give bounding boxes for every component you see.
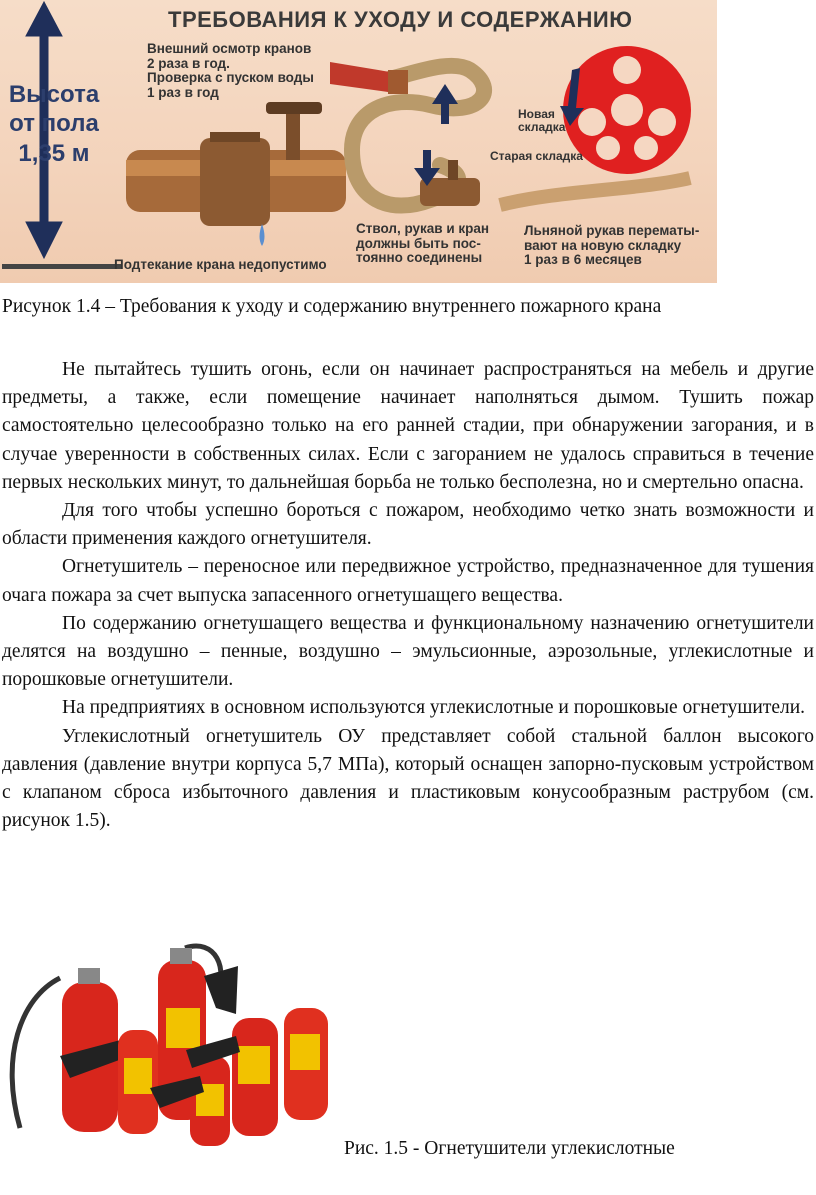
height-label-value: 1,35 м xyxy=(18,139,90,167)
connection-line: тоянно соединены xyxy=(356,250,483,266)
inspection-line: 1 раз в год xyxy=(147,84,219,100)
paragraph: Для того чтобы успешно бороться с пожаром, необходимо четко знать возможности и области применения каждого огнетушителя. xyxy=(2,500,814,550)
new-fold-line: Новая xyxy=(518,107,555,121)
inspection-line: Внешний осмотр кранов xyxy=(147,41,312,56)
linen-line: Льняной рукав перематы- xyxy=(524,223,700,238)
linen-line: 1 раз в 6 месяцев xyxy=(524,252,642,268)
extinguishers-illustration xyxy=(0,938,340,1150)
new-fold-line: складка xyxy=(518,119,566,134)
paragraph: Огнетушитель – переносное или передвижное устройство, предназначенное для тушения очага пожара за счет выпуска запасенного огнетушащего вещества. xyxy=(2,556,814,606)
paragraph: Не пытайтесь тушить огонь, если он начинает распространяться на мебель и другие предметы, а также, если помещение начинает наполняться дымом. Тушить пожар самостоятельно целесообразно только на его ранней стадии, при обнаружении загорания, и в случае уверенности в собственных силах. Если с загоранием не удалось справиться в течение первых нескольких минут, то дальнейшая борьба не только бесполезна, но и смертельно опасна. xyxy=(2,359,814,493)
inspection-line: Проверка с пуском воды xyxy=(147,70,314,86)
body-text xyxy=(2,356,814,835)
height-label-line: Высота xyxy=(8,81,100,108)
hydrant-valve-icon xyxy=(126,102,346,246)
connection-line: должны быть пос- xyxy=(356,235,481,251)
paragraph: На предприятиях в основном используются углекислотные и порошковые огнетушители. xyxy=(62,697,806,719)
extinguishers-photo xyxy=(0,938,340,1150)
arrow-up-icon xyxy=(432,84,458,124)
inspection-line: 2 раза в год. xyxy=(147,55,230,71)
height-label xyxy=(6,80,102,168)
inspection-note xyxy=(147,42,367,100)
linen-line: вают на новую складку xyxy=(524,237,682,253)
poster-title: ТРЕБОВАНИЯ К УХОДУ И СОДЕРЖАНИЮ xyxy=(168,7,633,32)
paragraph: По содержанию огнетушащего вещества и функциональному назначению огнетушители делятся на воздушно – пенные, воздушно – эмульсионные, аэрозольные, углекислотные и порошковые огнетушители. xyxy=(2,612,814,691)
figure-caption: Рис. 1.5 - Огнетушители углекислотные xyxy=(344,1138,675,1159)
height-label-line: от пола xyxy=(9,110,99,138)
connection-note xyxy=(356,222,516,266)
fire-hydrant-care-poster xyxy=(0,0,717,283)
old-fold-label: Старая складка xyxy=(490,149,583,163)
connection-line: Ствол, рукав и кран xyxy=(356,221,490,236)
paragraph: Углекислотный огнетушитель ОУ представляет собой стальной баллон высокого давления (давление внутри корпуса 5,7 МПа), который оснащен запорно-пусковым устройством с клапаном сброса избыточного давления и пластиковым конусообразным раструбом (см. рисунок 1.5). xyxy=(2,725,814,832)
extinguisher-icon xyxy=(118,1030,158,1134)
linen-hose-note xyxy=(524,224,714,268)
figure-caption: Рисунок 1.4 – Требования к уходу и содержанию внутреннего пожарного крана xyxy=(2,296,662,317)
new-fold-label xyxy=(518,108,578,134)
leak-note: Подтекание крана недопустимо xyxy=(114,257,327,272)
